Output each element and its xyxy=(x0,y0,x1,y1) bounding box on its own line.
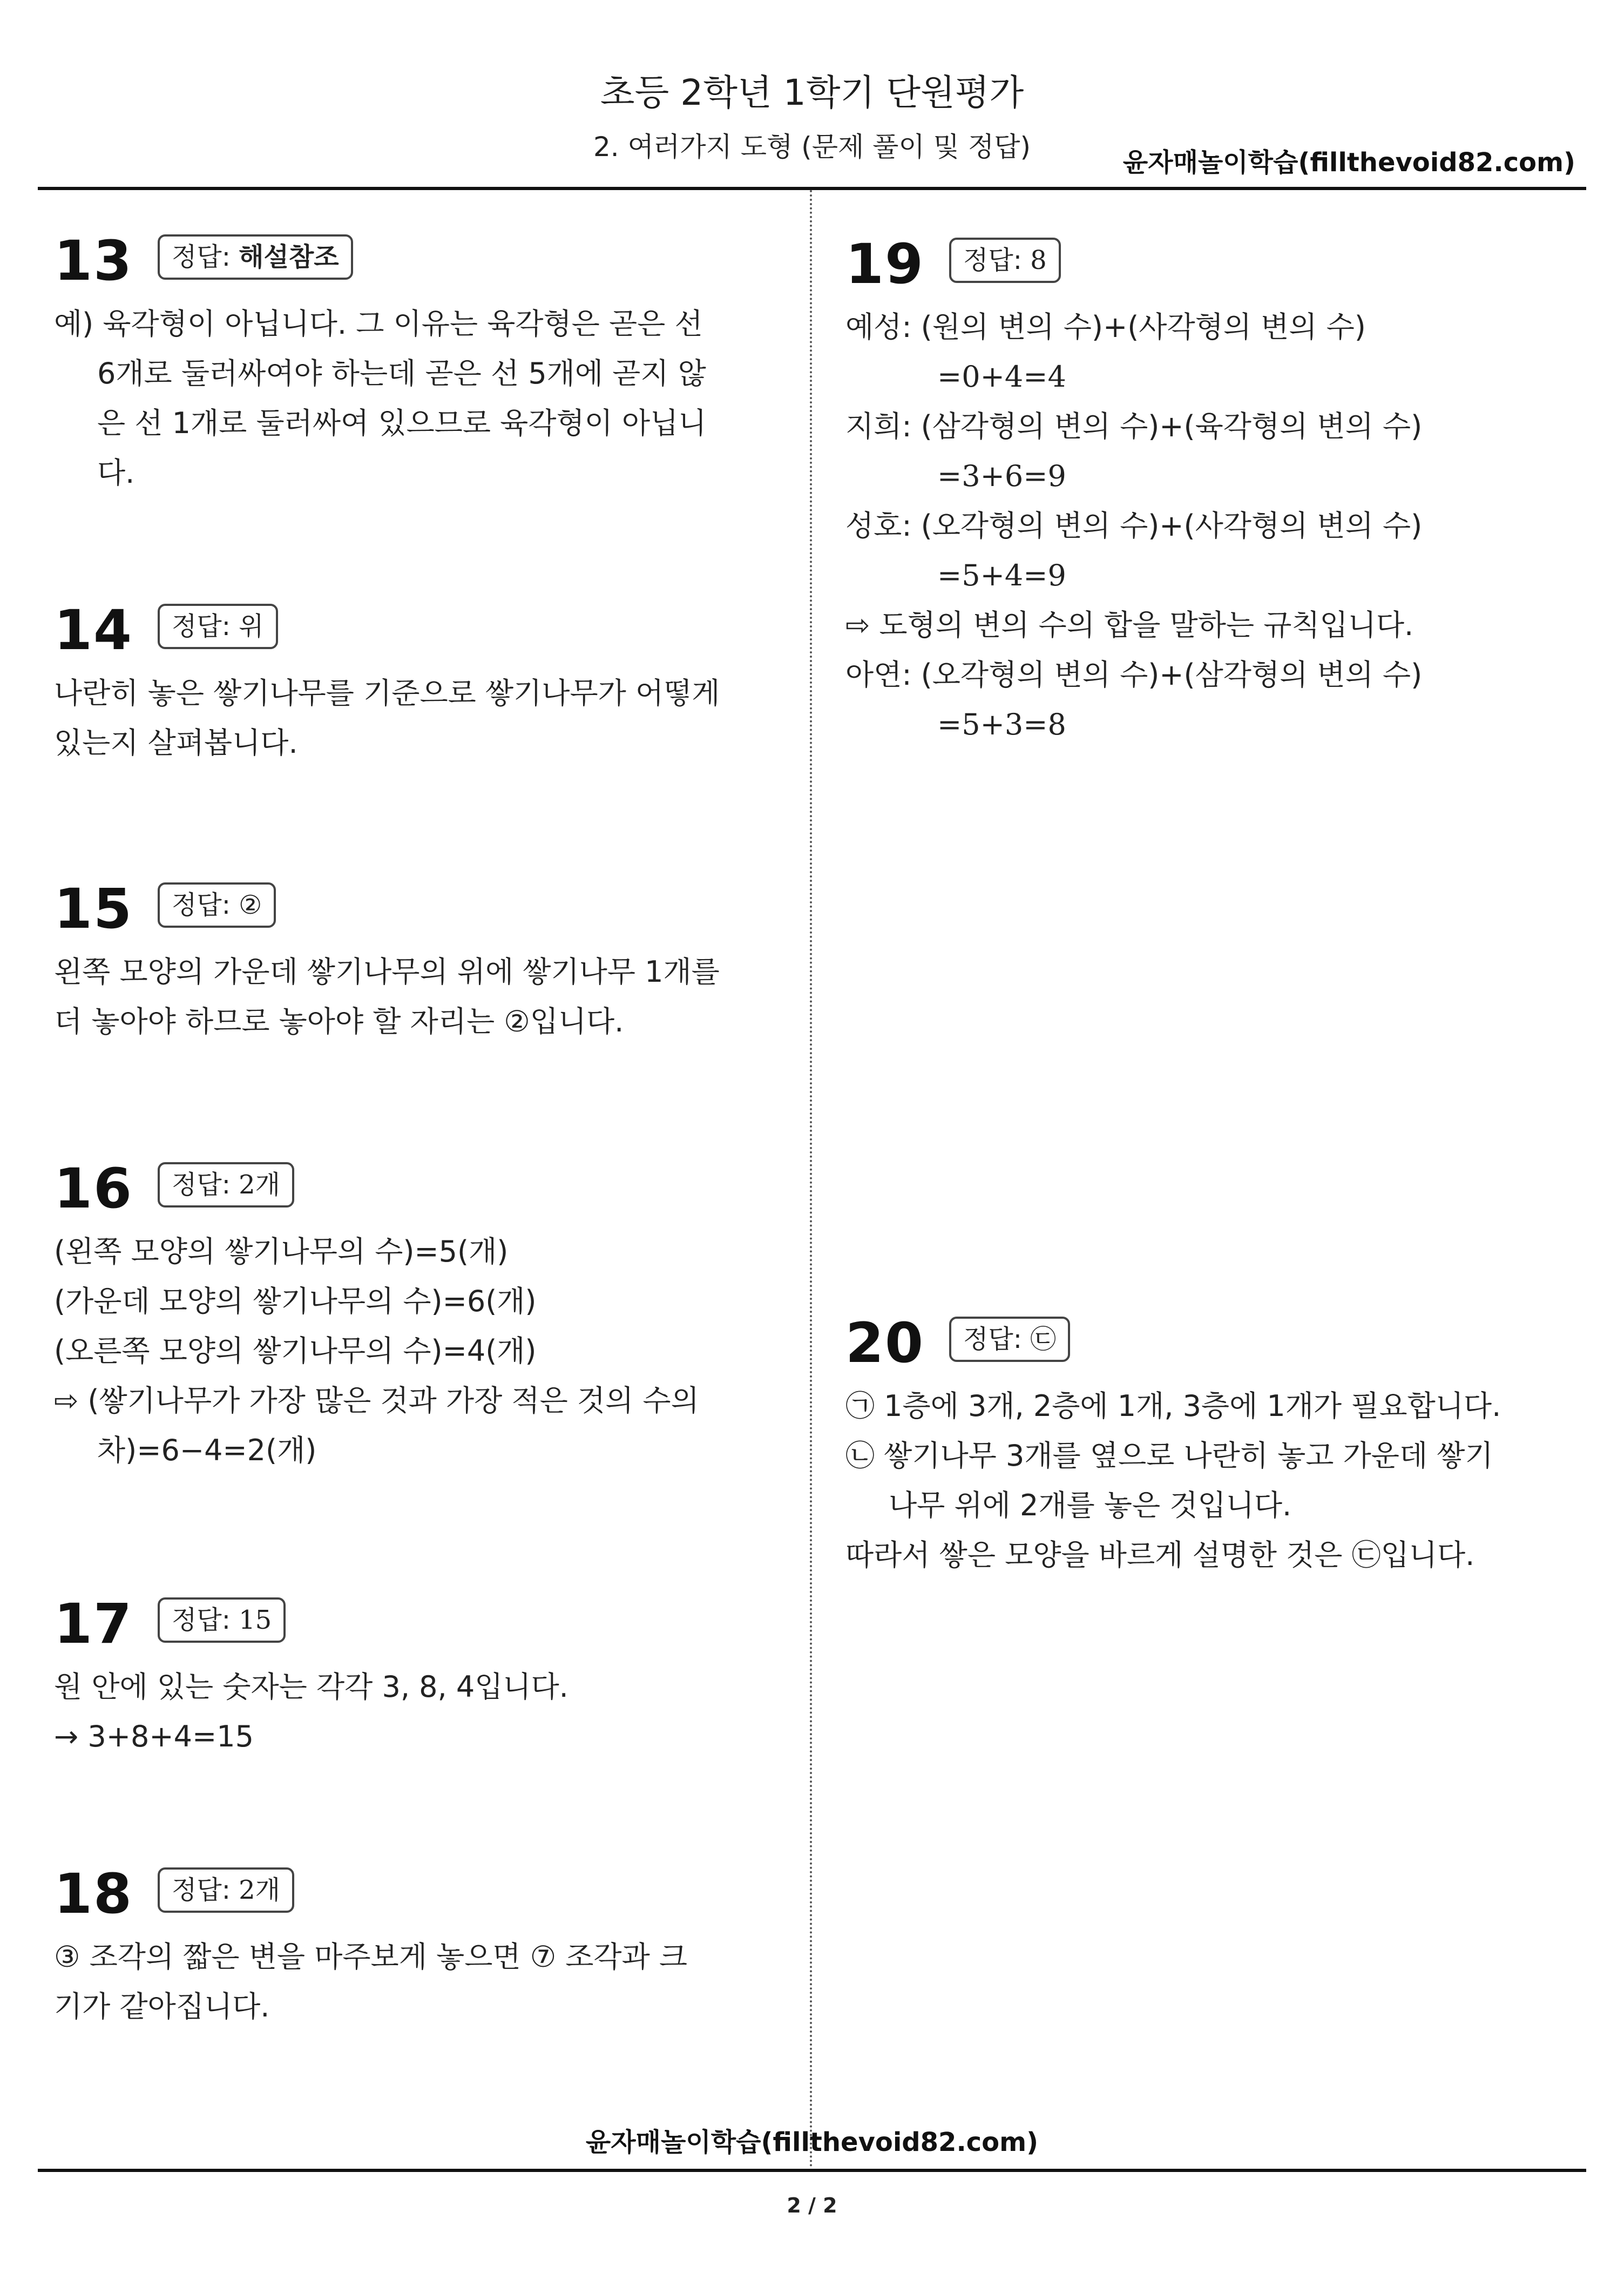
solution-line: 은 선 1개로 둘러싸여 있으므로 육각형이 아닙니 xyxy=(97,406,707,440)
answer-box xyxy=(949,1317,1070,1362)
solution-line: =0+4=4 xyxy=(937,360,1066,394)
solution-line: 다. xyxy=(97,456,135,490)
answer-value: 15 xyxy=(239,1604,272,1635)
solution-line: (왼쪽 모양의 쌓기나무의 수)=5(개) xyxy=(54,1235,509,1269)
solution-line: 차)=6−4=2(개) xyxy=(97,1433,317,1467)
footer-rule xyxy=(38,2169,1586,2172)
footer-brand: 윤자매놀이학습(fillthevoid82.com) xyxy=(585,2127,1039,2157)
answer-box xyxy=(158,1597,286,1643)
answer-label: 정답: xyxy=(171,1169,231,1200)
answer-box xyxy=(158,604,278,650)
problem-number: 13 xyxy=(54,229,133,293)
page-number: 2 / 2 xyxy=(787,2194,837,2217)
header-rule xyxy=(38,187,1586,190)
problem-number: 18 xyxy=(54,1862,133,1926)
solution-line: ③ 조각의 짧은 변을 마주보게 놓으면 ⑦ 조각과 크 xyxy=(54,1940,688,1974)
answer-value: 2개 xyxy=(239,1169,281,1200)
solution-line: 따라서 쌓은 모양을 바르게 설명한 것은 ㉢입니다. xyxy=(845,1538,1475,1572)
solution-line: =3+6=9 xyxy=(937,459,1066,493)
header-brand: 윤자매놀이학습(fillthevoid82.com) xyxy=(1122,147,1575,178)
problem-14 xyxy=(54,593,720,768)
solution-line: ㉡ 쌓기나무 3개를 옆으로 나란히 놓고 가운데 쌓기 xyxy=(845,1439,1493,1473)
answer-label: 정답: xyxy=(171,241,231,272)
problem-number: 14 xyxy=(54,598,133,663)
answer-value: 해설참조 xyxy=(239,241,339,272)
answer-label: 정답: xyxy=(963,1324,1022,1354)
solution-line: =5+3=8 xyxy=(937,707,1066,741)
answer-label: 정답: xyxy=(963,245,1022,275)
page-subtitle: 2. 여러가지 도형 (문제 풀이 및 정답) xyxy=(593,131,1031,163)
solution-line: 예) 육각형이 아닙니다. 그 이유는 육각형은 곧은 선 xyxy=(54,307,703,341)
problem-19 xyxy=(845,227,1422,750)
problem-20 xyxy=(845,1306,1501,1580)
problem-15 xyxy=(54,872,720,1047)
solution-line: ⇨ 도형의 변의 수의 합을 말하는 규칙입니다. xyxy=(845,608,1414,642)
problem-16 xyxy=(54,1151,699,1475)
solution-line: 성호: (오각형의 변의 수)+(사각형의 변의 수) xyxy=(845,509,1423,543)
problem-number: 15 xyxy=(54,877,133,941)
solution-line: 더 놓아야 하므로 놓아야 할 자리는 ②입니다. xyxy=(54,1004,624,1038)
answer-box xyxy=(158,882,276,928)
solution-line: =5+4=9 xyxy=(937,558,1066,592)
problem-18 xyxy=(54,1857,687,2032)
solution-line: 6개로 둘러싸여야 하는데 곧은 선 5개에 곧지 않 xyxy=(97,356,706,390)
solution-line: 나무 위에 2개를 놓은 것입니다. xyxy=(889,1488,1292,1522)
answer-value: 위 xyxy=(239,611,264,642)
answer-label: 정답: xyxy=(171,889,231,920)
problem-17 xyxy=(54,1587,569,1762)
solution-line: 있는지 살펴봅니다. xyxy=(54,726,298,760)
solution-line: (가운데 모양의 쌓기나무의 수)=6(개) xyxy=(54,1284,537,1318)
solution-line: (오른쪽 모양의 쌓기나무의 수)=4(개) xyxy=(54,1334,537,1368)
solution-line: 왼쪽 모양의 가운데 쌓기나무의 위에 쌓기나무 1개를 xyxy=(54,955,720,989)
page-title: 초등 2학년 1학기 단원평가 xyxy=(600,72,1024,113)
problem-13 xyxy=(54,224,706,498)
solution-line: ⇨ (쌓기나무가 가장 많은 것과 가장 적은 것의 수의 xyxy=(54,1384,699,1418)
answer-label: 정답: xyxy=(171,611,231,642)
solution-line: → 3+8+4=15 xyxy=(54,1719,254,1753)
answer-value: ② xyxy=(239,889,262,920)
solution-line: 기가 같아집니다. xyxy=(54,1989,270,2023)
column-divider xyxy=(810,190,812,2169)
solution-line: ㉠ 1층에 3개, 2층에 1개, 3층에 1개가 필요합니다. xyxy=(845,1389,1501,1423)
answer-label: 정답: xyxy=(171,1874,231,1905)
answer-box xyxy=(158,1162,294,1208)
solution-line: 예성: (원의 변의 수)+(사각형의 변의 수) xyxy=(845,310,1366,344)
solution-line: 나란히 놓은 쌓기나무를 기준으로 쌓기나무가 어떻게 xyxy=(54,676,720,710)
problem-number: 19 xyxy=(845,232,924,296)
answer-box xyxy=(949,238,1061,284)
solution-line: 원 안에 있는 숫자는 각각 3, 8, 4입니다. xyxy=(54,1670,569,1704)
answer-box xyxy=(158,1867,294,1913)
problem-number: 17 xyxy=(54,1592,133,1656)
problem-number: 16 xyxy=(54,1157,133,1221)
solution-line: 지희: (삼각형의 변의 수)+(육각형의 변의 수) xyxy=(845,409,1423,443)
answer-value: 8 xyxy=(1030,245,1047,275)
problem-number: 20 xyxy=(845,1311,924,1375)
answer-value: ㉢ xyxy=(1030,1324,1057,1354)
answer-label: 정답: xyxy=(171,1604,231,1635)
answer-box xyxy=(158,234,353,280)
solution-line: 아연: (오각형의 변의 수)+(삼각형의 변의 수) xyxy=(845,658,1423,692)
answer-value: 2개 xyxy=(239,1874,281,1905)
